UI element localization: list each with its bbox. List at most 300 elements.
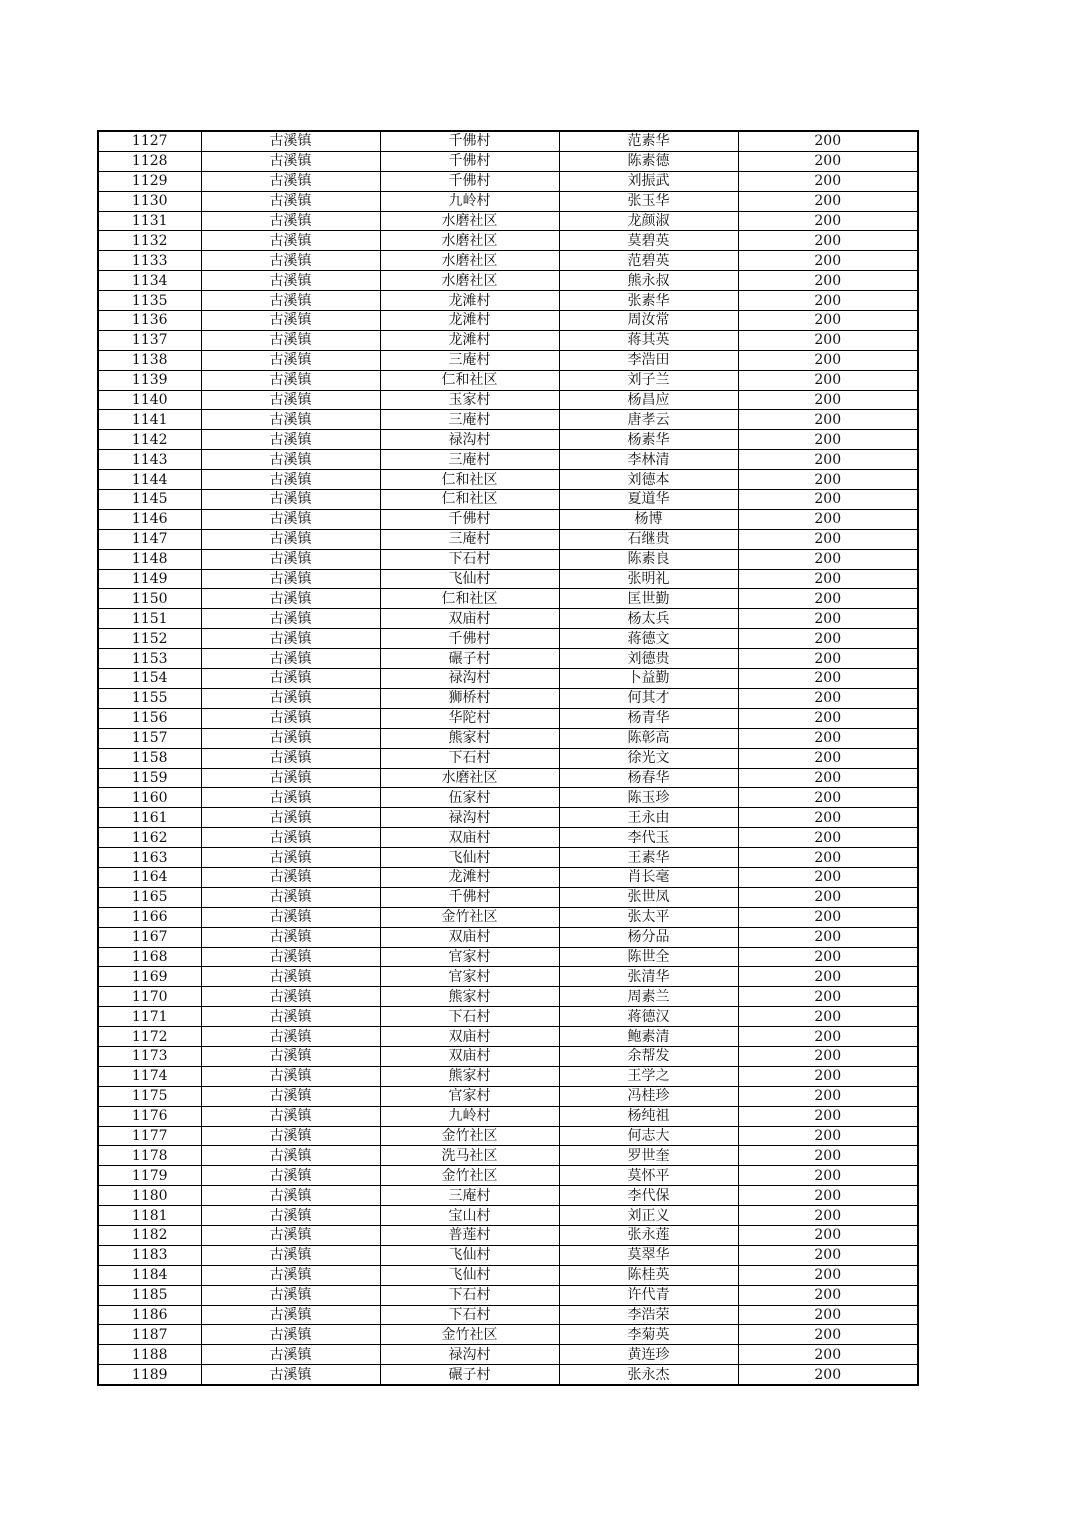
village-cell: 禄沟村 <box>380 808 559 828</box>
name-cell: 陈彰高 <box>559 728 738 748</box>
town-cell: 古溪镇 <box>201 987 380 1007</box>
name-cell: 黄连珍 <box>559 1345 738 1365</box>
village-cell: 官家村 <box>380 1086 559 1106</box>
name-cell: 陈桂英 <box>559 1265 738 1285</box>
town-cell: 古溪镇 <box>201 311 380 331</box>
amount-cell: 200 <box>738 311 918 331</box>
town-cell: 古溪镇 <box>201 470 380 490</box>
row-number-cell: 1162 <box>98 828 201 848</box>
row-number-cell: 1157 <box>98 728 201 748</box>
name-cell: 李林清 <box>559 450 738 470</box>
village-cell: 三庵村 <box>380 410 559 430</box>
name-cell: 陈玉珍 <box>559 788 738 808</box>
name-cell: 张明礼 <box>559 569 738 589</box>
row-number-cell: 1138 <box>98 350 201 370</box>
amount-cell: 200 <box>738 350 918 370</box>
name-cell: 罗世奎 <box>559 1146 738 1166</box>
amount-cell: 200 <box>738 1285 918 1305</box>
row-number-cell: 1182 <box>98 1225 201 1245</box>
row-number-cell: 1165 <box>98 887 201 907</box>
row-number-cell: 1147 <box>98 529 201 549</box>
table-row <box>98 1206 918 1226</box>
town-cell: 古溪镇 <box>201 927 380 947</box>
row-number-cell: 1150 <box>98 589 201 609</box>
amount-cell: 200 <box>738 768 918 788</box>
row-number-cell: 1171 <box>98 1007 201 1027</box>
town-cell: 古溪镇 <box>201 549 380 569</box>
amount-cell: 200 <box>738 529 918 549</box>
row-number-cell: 1174 <box>98 1066 201 1086</box>
row-number-cell: 1136 <box>98 311 201 331</box>
village-cell: 金竹社区 <box>380 1166 559 1186</box>
row-number-cell: 1173 <box>98 1046 201 1066</box>
table-row <box>98 609 918 629</box>
row-number-cell: 1177 <box>98 1126 201 1146</box>
data-table <box>97 130 919 1386</box>
town-cell: 古溪镇 <box>201 589 380 609</box>
row-number-cell: 1180 <box>98 1186 201 1206</box>
town-cell: 古溪镇 <box>201 1325 380 1345</box>
village-cell: 仁和社区 <box>380 589 559 609</box>
amount-cell: 200 <box>738 887 918 907</box>
table-row <box>98 350 918 370</box>
amount-cell: 200 <box>738 1027 918 1047</box>
amount-cell: 200 <box>738 1066 918 1086</box>
name-cell: 鲍素清 <box>559 1027 738 1047</box>
table-row <box>98 1126 918 1146</box>
name-cell: 何其才 <box>559 688 738 708</box>
town-cell: 古溪镇 <box>201 1066 380 1086</box>
town-cell: 古溪镇 <box>201 171 380 191</box>
table-row <box>98 131 918 151</box>
amount-cell: 200 <box>738 450 918 470</box>
name-cell: 徐光文 <box>559 748 738 768</box>
name-cell: 莫翠华 <box>559 1245 738 1265</box>
town-cell: 古溪镇 <box>201 529 380 549</box>
amount-cell: 200 <box>738 848 918 868</box>
table-row <box>98 1285 918 1305</box>
name-cell: 范素华 <box>559 131 738 151</box>
village-cell: 官家村 <box>380 947 559 967</box>
town-cell: 古溪镇 <box>201 1046 380 1066</box>
village-cell: 禄沟村 <box>380 430 559 450</box>
village-cell: 金竹社区 <box>380 1126 559 1146</box>
village-cell: 金竹社区 <box>380 1325 559 1345</box>
row-number-cell: 1128 <box>98 151 201 171</box>
amount-cell: 200 <box>738 967 918 987</box>
table-row <box>98 967 918 987</box>
name-cell: 王永由 <box>559 808 738 828</box>
table-row <box>98 1265 918 1285</box>
village-cell: 下石村 <box>380 549 559 569</box>
name-cell: 陈世全 <box>559 947 738 967</box>
table-row <box>98 1225 918 1245</box>
amount-cell: 200 <box>738 1126 918 1146</box>
town-cell: 古溪镇 <box>201 1126 380 1146</box>
name-cell: 熊永叔 <box>559 271 738 291</box>
table-row <box>98 887 918 907</box>
town-cell: 古溪镇 <box>201 1225 380 1245</box>
amount-cell: 200 <box>738 708 918 728</box>
row-number-cell: 1154 <box>98 669 201 689</box>
amount-cell: 200 <box>738 867 918 887</box>
village-cell: 龙滩村 <box>380 330 559 350</box>
row-number-cell: 1145 <box>98 490 201 510</box>
table-row <box>98 589 918 609</box>
row-number-cell: 1175 <box>98 1086 201 1106</box>
amount-cell: 200 <box>738 688 918 708</box>
town-cell: 古溪镇 <box>201 649 380 669</box>
name-cell: 杨太兵 <box>559 609 738 629</box>
name-cell: 王素华 <box>559 848 738 868</box>
village-cell: 三庵村 <box>380 450 559 470</box>
village-cell: 双庙村 <box>380 1046 559 1066</box>
amount-cell: 200 <box>738 828 918 848</box>
name-cell: 刘德贵 <box>559 649 738 669</box>
village-cell: 水磨社区 <box>380 251 559 271</box>
table-row <box>98 768 918 788</box>
name-cell: 卜益勤 <box>559 669 738 689</box>
village-cell: 下石村 <box>380 748 559 768</box>
row-number-cell: 1153 <box>98 649 201 669</box>
town-cell: 古溪镇 <box>201 788 380 808</box>
amount-cell: 200 <box>738 629 918 649</box>
table-row <box>98 529 918 549</box>
row-number-cell: 1189 <box>98 1365 201 1385</box>
village-cell: 千佛村 <box>380 509 559 529</box>
name-cell: 石继贵 <box>559 529 738 549</box>
row-number-cell: 1134 <box>98 271 201 291</box>
row-number-cell: 1143 <box>98 450 201 470</box>
name-cell: 刘正义 <box>559 1206 738 1226</box>
name-cell: 莫怀平 <box>559 1166 738 1186</box>
row-number-cell: 1139 <box>98 370 201 390</box>
amount-cell: 200 <box>738 470 918 490</box>
table-row <box>98 291 918 311</box>
row-number-cell: 1149 <box>98 569 201 589</box>
village-cell: 下石村 <box>380 1285 559 1305</box>
name-cell: 杨青华 <box>559 708 738 728</box>
table-row <box>98 1305 918 1325</box>
amount-cell: 200 <box>738 649 918 669</box>
town-cell: 古溪镇 <box>201 410 380 430</box>
name-cell: 张玉华 <box>559 191 738 211</box>
village-cell: 熊家村 <box>380 987 559 1007</box>
table-row <box>98 1066 918 1086</box>
town-cell: 古溪镇 <box>201 808 380 828</box>
name-cell: 杨昌应 <box>559 390 738 410</box>
row-number-cell: 1183 <box>98 1245 201 1265</box>
table-row <box>98 430 918 450</box>
village-cell: 下石村 <box>380 1007 559 1027</box>
town-cell: 古溪镇 <box>201 748 380 768</box>
row-number-cell: 1159 <box>98 768 201 788</box>
table-row <box>98 828 918 848</box>
table-row <box>98 569 918 589</box>
table-row <box>98 748 918 768</box>
town-cell: 古溪镇 <box>201 848 380 868</box>
table-row <box>98 669 918 689</box>
village-cell: 洗马社区 <box>380 1146 559 1166</box>
row-number-cell: 1155 <box>98 688 201 708</box>
town-cell: 古溪镇 <box>201 728 380 748</box>
village-cell: 熊家村 <box>380 728 559 748</box>
village-cell: 熊家村 <box>380 1066 559 1086</box>
town-cell: 古溪镇 <box>201 390 380 410</box>
amount-cell: 200 <box>738 1007 918 1027</box>
village-cell: 伍家村 <box>380 788 559 808</box>
village-cell: 双庙村 <box>380 927 559 947</box>
name-cell: 余帮发 <box>559 1046 738 1066</box>
name-cell: 许代青 <box>559 1285 738 1305</box>
village-cell: 华陀村 <box>380 708 559 728</box>
table-row <box>98 987 918 1007</box>
amount-cell: 200 <box>738 1245 918 1265</box>
name-cell: 李代保 <box>559 1186 738 1206</box>
table-row <box>98 1186 918 1206</box>
table-row <box>98 1325 918 1345</box>
village-cell: 仁和社区 <box>380 490 559 510</box>
table-row <box>98 311 918 331</box>
town-cell: 古溪镇 <box>201 151 380 171</box>
name-cell: 杨春华 <box>559 768 738 788</box>
table-row <box>98 649 918 669</box>
town-cell: 古溪镇 <box>201 291 380 311</box>
village-cell: 玉家村 <box>380 390 559 410</box>
amount-cell: 200 <box>738 569 918 589</box>
row-number-cell: 1158 <box>98 748 201 768</box>
name-cell: 周素兰 <box>559 987 738 1007</box>
town-cell: 古溪镇 <box>201 967 380 987</box>
town-cell: 古溪镇 <box>201 430 380 450</box>
village-cell: 仁和社区 <box>380 370 559 390</box>
row-number-cell: 1160 <box>98 788 201 808</box>
amount-cell: 200 <box>738 211 918 231</box>
table-row <box>98 470 918 490</box>
name-cell: 陈素德 <box>559 151 738 171</box>
town-cell: 古溪镇 <box>201 887 380 907</box>
town-cell: 古溪镇 <box>201 490 380 510</box>
row-number-cell: 1137 <box>98 330 201 350</box>
name-cell: 龙颜淑 <box>559 211 738 231</box>
table-row <box>98 1106 918 1126</box>
table-row <box>98 1007 918 1027</box>
table-row <box>98 907 918 927</box>
row-number-cell: 1186 <box>98 1305 201 1325</box>
row-number-cell: 1161 <box>98 808 201 828</box>
town-cell: 古溪镇 <box>201 629 380 649</box>
village-cell: 九岭村 <box>380 191 559 211</box>
table-row <box>98 788 918 808</box>
row-number-cell: 1169 <box>98 967 201 987</box>
amount-cell: 200 <box>738 1146 918 1166</box>
row-number-cell: 1184 <box>98 1265 201 1285</box>
amount-cell: 200 <box>738 509 918 529</box>
name-cell: 匡世勤 <box>559 589 738 609</box>
town-cell: 古溪镇 <box>201 450 380 470</box>
town-cell: 古溪镇 <box>201 1086 380 1106</box>
amount-cell: 200 <box>738 907 918 927</box>
amount-cell: 200 <box>738 390 918 410</box>
town-cell: 古溪镇 <box>201 569 380 589</box>
row-number-cell: 1140 <box>98 390 201 410</box>
name-cell: 莫碧英 <box>559 231 738 251</box>
row-number-cell: 1185 <box>98 1285 201 1305</box>
table-row <box>98 1166 918 1186</box>
row-number-cell: 1133 <box>98 251 201 271</box>
row-number-cell: 1156 <box>98 708 201 728</box>
name-cell: 王学之 <box>559 1066 738 1086</box>
row-number-cell: 1151 <box>98 609 201 629</box>
row-number-cell: 1188 <box>98 1345 201 1365</box>
table-row <box>98 708 918 728</box>
name-cell: 杨分品 <box>559 927 738 947</box>
name-cell: 张清华 <box>559 967 738 987</box>
row-number-cell: 1176 <box>98 1106 201 1126</box>
name-cell: 肖长毫 <box>559 867 738 887</box>
amount-cell: 200 <box>738 151 918 171</box>
amount-cell: 200 <box>738 231 918 251</box>
village-cell: 双庙村 <box>380 1027 559 1047</box>
row-number-cell: 1142 <box>98 430 201 450</box>
town-cell: 古溪镇 <box>201 688 380 708</box>
village-cell: 飞仙村 <box>380 1245 559 1265</box>
amount-cell: 200 <box>738 1365 918 1385</box>
table-row <box>98 1046 918 1066</box>
amount-cell: 200 <box>738 549 918 569</box>
amount-cell: 200 <box>738 490 918 510</box>
name-cell: 张太平 <box>559 907 738 927</box>
name-cell: 陈素良 <box>559 549 738 569</box>
name-cell: 杨素华 <box>559 430 738 450</box>
amount-cell: 200 <box>738 251 918 271</box>
amount-cell: 200 <box>738 1046 918 1066</box>
row-number-cell: 1164 <box>98 867 201 887</box>
row-number-cell: 1152 <box>98 629 201 649</box>
village-cell: 碾子村 <box>380 1365 559 1385</box>
amount-cell: 200 <box>738 808 918 828</box>
table-row <box>98 390 918 410</box>
village-cell: 仁和社区 <box>380 470 559 490</box>
amount-cell: 200 <box>738 987 918 1007</box>
table-row <box>98 271 918 291</box>
row-number-cell: 1141 <box>98 410 201 430</box>
amount-cell: 200 <box>738 131 918 151</box>
name-cell: 刘振武 <box>559 171 738 191</box>
row-number-cell: 1130 <box>98 191 201 211</box>
row-number-cell: 1135 <box>98 291 201 311</box>
amount-cell: 200 <box>738 1225 918 1245</box>
table-row <box>98 211 918 231</box>
village-cell: 三庵村 <box>380 350 559 370</box>
town-cell: 古溪镇 <box>201 1206 380 1226</box>
town-cell: 古溪镇 <box>201 1285 380 1305</box>
village-cell: 千佛村 <box>380 887 559 907</box>
village-cell: 千佛村 <box>380 171 559 191</box>
town-cell: 古溪镇 <box>201 1245 380 1265</box>
name-cell: 杨博 <box>559 509 738 529</box>
table-row <box>98 171 918 191</box>
table-row <box>98 1146 918 1166</box>
village-cell: 普莲村 <box>380 1225 559 1245</box>
row-number-cell: 1144 <box>98 470 201 490</box>
table-row <box>98 1365 918 1385</box>
village-cell: 龙滩村 <box>380 311 559 331</box>
town-cell: 古溪镇 <box>201 251 380 271</box>
table-row <box>98 728 918 748</box>
amount-cell: 200 <box>738 748 918 768</box>
row-number-cell: 1166 <box>98 907 201 927</box>
amount-cell: 200 <box>738 1305 918 1325</box>
name-cell: 范碧英 <box>559 251 738 271</box>
village-cell: 三庵村 <box>380 529 559 549</box>
row-number-cell: 1170 <box>98 987 201 1007</box>
amount-cell: 200 <box>738 669 918 689</box>
town-cell: 古溪镇 <box>201 1345 380 1365</box>
amount-cell: 200 <box>738 1325 918 1345</box>
village-cell: 双庙村 <box>380 828 559 848</box>
table-body <box>98 131 918 1385</box>
name-cell: 周汝常 <box>559 311 738 331</box>
name-cell: 李浩荣 <box>559 1305 738 1325</box>
town-cell: 古溪镇 <box>201 768 380 788</box>
amount-cell: 200 <box>738 291 918 311</box>
table-row <box>98 1086 918 1106</box>
town-cell: 古溪镇 <box>201 1265 380 1285</box>
table-row <box>98 490 918 510</box>
town-cell: 古溪镇 <box>201 370 380 390</box>
amount-cell: 200 <box>738 1265 918 1285</box>
name-cell: 张永杰 <box>559 1365 738 1385</box>
town-cell: 古溪镇 <box>201 867 380 887</box>
amount-cell: 200 <box>738 609 918 629</box>
village-cell: 碾子村 <box>380 649 559 669</box>
town-cell: 古溪镇 <box>201 1186 380 1206</box>
town-cell: 古溪镇 <box>201 1146 380 1166</box>
amount-cell: 200 <box>738 1106 918 1126</box>
row-number-cell: 1146 <box>98 509 201 529</box>
village-cell: 千佛村 <box>380 151 559 171</box>
name-cell: 刘德本 <box>559 470 738 490</box>
table-row <box>98 450 918 470</box>
amount-cell: 200 <box>738 1345 918 1365</box>
town-cell: 古溪镇 <box>201 211 380 231</box>
town-cell: 古溪镇 <box>201 828 380 848</box>
village-cell: 千佛村 <box>380 131 559 151</box>
name-cell: 刘子兰 <box>559 370 738 390</box>
table-row <box>98 927 918 947</box>
village-cell: 水磨社区 <box>380 271 559 291</box>
village-cell: 千佛村 <box>380 629 559 649</box>
table-row <box>98 947 918 967</box>
table-row <box>98 231 918 251</box>
name-cell: 李菊英 <box>559 1325 738 1345</box>
town-cell: 古溪镇 <box>201 330 380 350</box>
name-cell: 李代玉 <box>559 828 738 848</box>
town-cell: 古溪镇 <box>201 271 380 291</box>
row-number-cell: 1163 <box>98 848 201 868</box>
town-cell: 古溪镇 <box>201 907 380 927</box>
row-number-cell: 1179 <box>98 1166 201 1186</box>
village-cell: 飞仙村 <box>380 848 559 868</box>
name-cell: 冯桂珍 <box>559 1086 738 1106</box>
table-row <box>98 1027 918 1047</box>
village-cell: 水磨社区 <box>380 768 559 788</box>
name-cell: 张世凤 <box>559 887 738 907</box>
town-cell: 古溪镇 <box>201 669 380 689</box>
table-row <box>98 151 918 171</box>
table-row <box>98 330 918 350</box>
